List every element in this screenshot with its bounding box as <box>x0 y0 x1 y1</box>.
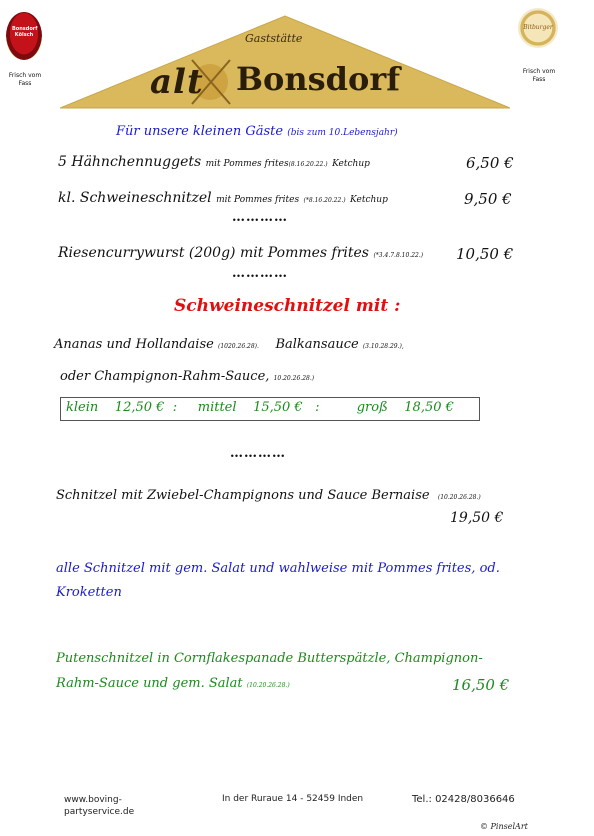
schnitzel-options-line1 <box>54 337 404 352</box>
separator-dots: ………… <box>232 210 288 225</box>
brand-alt: alt <box>150 62 204 102</box>
item-codes: (*3.4.7.8.10.22.) <box>373 252 424 259</box>
item-detail: mit Pommes frites <box>205 159 289 169</box>
separator-dots-3: ………… <box>230 446 286 461</box>
item-extra: Ketchup <box>332 159 370 169</box>
menu-item-kids-schnitzel <box>58 190 388 206</box>
kids-heading-note: (bis zum 10.Lebensjahr) <box>287 128 398 138</box>
size-separator: : <box>315 400 320 415</box>
left-caption-line2: Fass <box>18 80 32 87</box>
menu-item-nuggets <box>58 154 370 170</box>
size-price-row <box>66 400 454 415</box>
size-medium-price: 15,50 € <box>253 400 303 415</box>
bonsdorf-beer-logo <box>6 12 42 60</box>
option-champignon-codes: 10.20.26.28.) <box>273 375 315 382</box>
option-ananas-codes: (1020.26.28). <box>217 343 259 350</box>
footer-website-line2: partyservice.de <box>64 807 135 817</box>
menu-item-currywurst <box>58 245 423 261</box>
right-caption-line2: Fass <box>532 76 546 83</box>
kids-heading <box>116 124 398 139</box>
size-large-price: 18,50 € <box>404 400 454 415</box>
puten-line1: Putenschnitzel in Cornflakespanade Butterspätzle, Champignon- <box>56 651 483 666</box>
price-bernaise: 19,50 € <box>450 510 504 526</box>
price-nuggets: 6,50 € <box>466 154 514 172</box>
size-medium-label: mittel <box>197 400 237 415</box>
right-badge-caption <box>516 68 562 84</box>
item-extra: Ketchup <box>350 195 388 205</box>
option-ananas: Ananas und Hollandaise <box>54 337 214 352</box>
option-balkan: Balkansauce <box>275 337 359 352</box>
kids-heading-text: Für unsere kleinen Gäste <box>116 124 284 139</box>
sign-title: Gaststätte <box>245 32 303 45</box>
menu-item-bernaise <box>56 488 481 503</box>
size-large-label: groß <box>356 400 388 415</box>
item-name: Schnitzel mit Zwiebel-Champignons und Sauce Bernaise <box>56 488 430 503</box>
puten-line2 <box>56 676 290 691</box>
item-codes: (8.16.20.22.) <box>288 161 328 168</box>
footer-website-line1: www.boving- <box>64 795 122 805</box>
puten-codes: (10.20.26.28.) <box>246 682 290 689</box>
separator-dots-2: ………… <box>232 266 288 281</box>
left-badge-caption <box>2 72 48 88</box>
option-champignon: oder Champignon-Rahm-Sauce, <box>60 369 270 384</box>
right-badge-text: Bitburger <box>523 24 553 31</box>
size-small-price: 12,50 € <box>114 400 165 415</box>
right-caption-line1: Frisch vom <box>522 68 556 75</box>
note-line2: Kroketten <box>56 585 122 600</box>
puten-line2-text: Rahm-Sauce und gem. Salat <box>56 676 243 691</box>
size-small-label: klein <box>66 400 99 415</box>
note-line1: alle Schnitzel mit gem. Salat und wahlweise mit Pommes frites, od. <box>56 561 500 576</box>
schnitzel-heading: Schweineschnitzel mit : <box>174 296 401 316</box>
footer-credit: © PinselArt <box>480 822 528 831</box>
price-puten: 16,50 € <box>452 676 510 694</box>
footer-address: In der Ruraue 14 - 52459 Inden <box>222 794 364 804</box>
option-balkan-codes: (3.10.28.29.), <box>362 343 404 350</box>
item-codes: (10.20.26.28.) <box>437 494 481 501</box>
footer-phone: Tel.: 02428/8036646 <box>412 794 515 805</box>
item-name: 5 Hähnchennuggets <box>58 154 202 170</box>
schnitzel-options-line2 <box>60 369 314 384</box>
left-badge-text: Bonsdorf Kölsch <box>12 26 38 38</box>
price-kids-schnitzel: 9,50 € <box>464 190 512 208</box>
item-name: kl. Schweineschnitzel <box>58 190 212 206</box>
item-name: Riesencurrywurst (200g) mit Pommes frites <box>58 245 369 261</box>
footer-website[interactable] <box>64 794 134 818</box>
price-currywurst: 10,50 € <box>456 245 514 263</box>
item-detail: mit Pommes frites <box>216 195 300 205</box>
size-separator: : <box>172 400 178 415</box>
bitburger-logo <box>518 8 558 48</box>
brand-name: Bonsdorf <box>236 60 401 98</box>
left-caption-line1: Frisch vom <box>8 72 42 79</box>
item-codes: (*8.16.20.22.) <box>303 197 346 204</box>
